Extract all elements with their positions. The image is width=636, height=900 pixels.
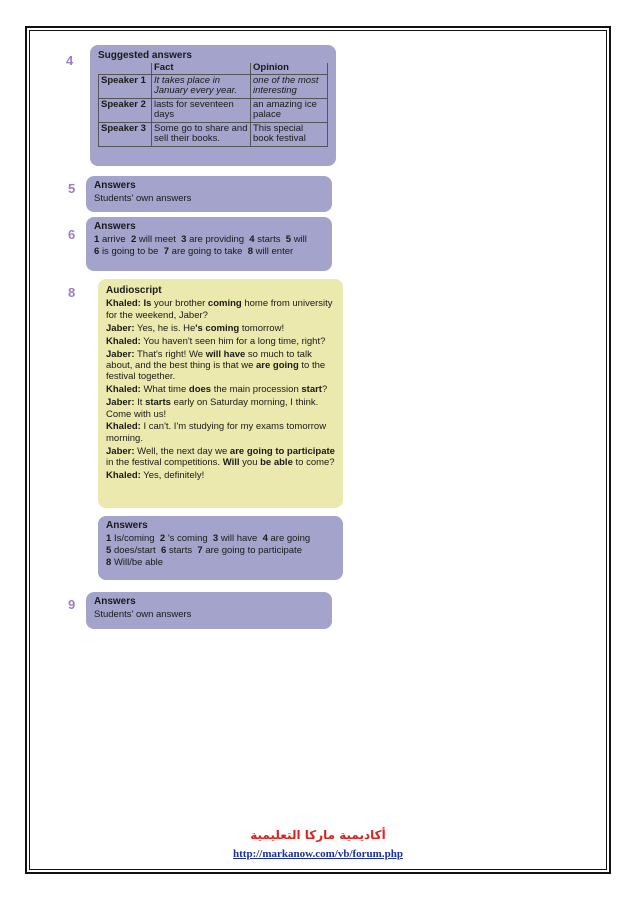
table-row — [99, 98, 328, 122]
answer-item: starts — [257, 234, 281, 245]
answer-item: is going to be — [101, 246, 159, 257]
speaker-name: Khaled: — [106, 421, 141, 433]
speaker-label: Speaker 2 — [99, 98, 152, 122]
answer-item: will have — [220, 533, 258, 544]
audioscript-line: Jaber: Yes, he is. He's coming tomorrow! — [106, 322, 285, 334]
opinion-cell: an amazing ice palace — [251, 98, 328, 122]
section-4-answer-box — [90, 45, 336, 166]
speaker-name: Jaber: — [106, 348, 135, 360]
speaker-name: Jaber: — [106, 445, 135, 457]
answer-item: Is/coming — [113, 533, 155, 544]
table-row — [99, 122, 328, 146]
fact-opinion-table — [98, 63, 328, 147]
fact-cell: lasts for seventeen days — [152, 98, 251, 122]
opinion-cell: one of the most interesting — [251, 74, 328, 98]
audioscript-line: Khaled: Yes, definitely! — [106, 470, 205, 482]
fact-cell: It takes place in January every year. — [152, 74, 251, 98]
section-8-answer-box — [98, 516, 343, 580]
section-6-answers-line-1: 1 arrive 2 will meet 3 are providing 4 starts 5 will — [94, 234, 307, 245]
answer-item: arrive — [101, 234, 126, 245]
section-6-heading: Answers — [94, 221, 136, 232]
speaker-name: Khaled: — [106, 335, 141, 347]
answer-item: are providing — [189, 234, 245, 245]
answer-item: are going — [270, 533, 311, 544]
answer-item: starts — [168, 545, 193, 556]
section-9-answer-box — [86, 592, 332, 629]
audioscript-line: Khaled: Is your brother coming home from university for the weekend, Jaber? — [106, 298, 333, 321]
footer-forum-link[interactable]: http://markanow.com/vb/forum.php — [233, 848, 403, 860]
audioscript-heading: Audioscript — [106, 285, 162, 296]
answer-item: are going to take — [171, 246, 243, 257]
answer-item: will enter — [255, 246, 294, 257]
audioscript-line: Khaled: I can't. I'm studying for my exams tomorrow morning. — [106, 421, 327, 444]
audioscript-line: Jaber: Well, the next day we are going to participate in the festival competitions. Will you be able to come? — [106, 445, 335, 469]
section-8-number: 8 — [68, 285, 76, 300]
section-5-heading: Answers — [94, 180, 136, 191]
section-4-heading: Suggested answers — [98, 50, 192, 61]
answer-item: are going to participate — [205, 545, 302, 556]
answer-item: 's coming — [167, 533, 208, 544]
audioscript-box — [98, 279, 343, 508]
footer-academy-name: أكاديمية ماركا التعليمية — [250, 828, 386, 842]
table-corner — [99, 63, 152, 74]
fact-cell: Some go to share and sell their books. — [152, 122, 251, 146]
speaker-name: Khaled: — [106, 384, 141, 396]
answer-item: does/start — [113, 545, 156, 556]
audioscript-line: Khaled: What time does the main procession start? — [106, 384, 328, 396]
table-row — [99, 74, 328, 98]
speaker-name: Khaled: — [106, 470, 141, 482]
section-8-answers-line-1: 1 Is/coming 2 's coming 3 will have 4 are going — [106, 533, 311, 544]
section-5-number: 5 — [68, 181, 76, 196]
answer-item: Will/be able — [113, 557, 164, 568]
section-6-answer-box — [86, 217, 332, 271]
section-8-answers-heading: Answers — [106, 520, 148, 531]
section-9-text: Students' own answers — [94, 609, 192, 620]
section-9-number: 9 — [68, 597, 76, 612]
section-9-heading: Answers — [94, 596, 136, 607]
audioscript-lines — [106, 298, 335, 481]
speaker-name: Khaled: — [106, 298, 141, 310]
audioscript-line: Jaber: That's right! We will have so much to talk about, and the best thing is that we are going to the festival together. — [106, 348, 326, 383]
audioscript-line: Jaber: It starts early on Saturday morning, I think. Come with us! — [106, 397, 319, 420]
speaker-name: Jaber: — [106, 322, 135, 334]
audioscript-line: Khaled: You haven't seen him for a long time, right? — [106, 335, 326, 347]
answer-item: will meet — [138, 234, 176, 245]
speaker-label: Speaker 3 — [99, 122, 152, 146]
section-6-answers-line-2: 6 is going to be 7 are going to take 8 will enter — [94, 246, 294, 257]
answer-item: will — [293, 234, 307, 245]
section-8-answers-line-3: 8 Will/be able — [106, 557, 164, 568]
section-8-answers-line-2: 5 does/start 6 starts 7 are going to participate — [106, 545, 302, 556]
section-4-number: 4 — [66, 53, 74, 68]
section-5-text: Students' own answers — [94, 193, 192, 204]
section-5-answer-box — [86, 176, 332, 212]
column-header-opinion: Opinion — [251, 63, 328, 74]
opinion-cell: This special book festival — [251, 122, 328, 146]
column-header-fact: Fact — [152, 63, 251, 74]
speaker-label: Speaker 1 — [99, 74, 152, 98]
speaker-name: Jaber: — [106, 397, 135, 409]
section-6-number: 6 — [68, 227, 76, 242]
